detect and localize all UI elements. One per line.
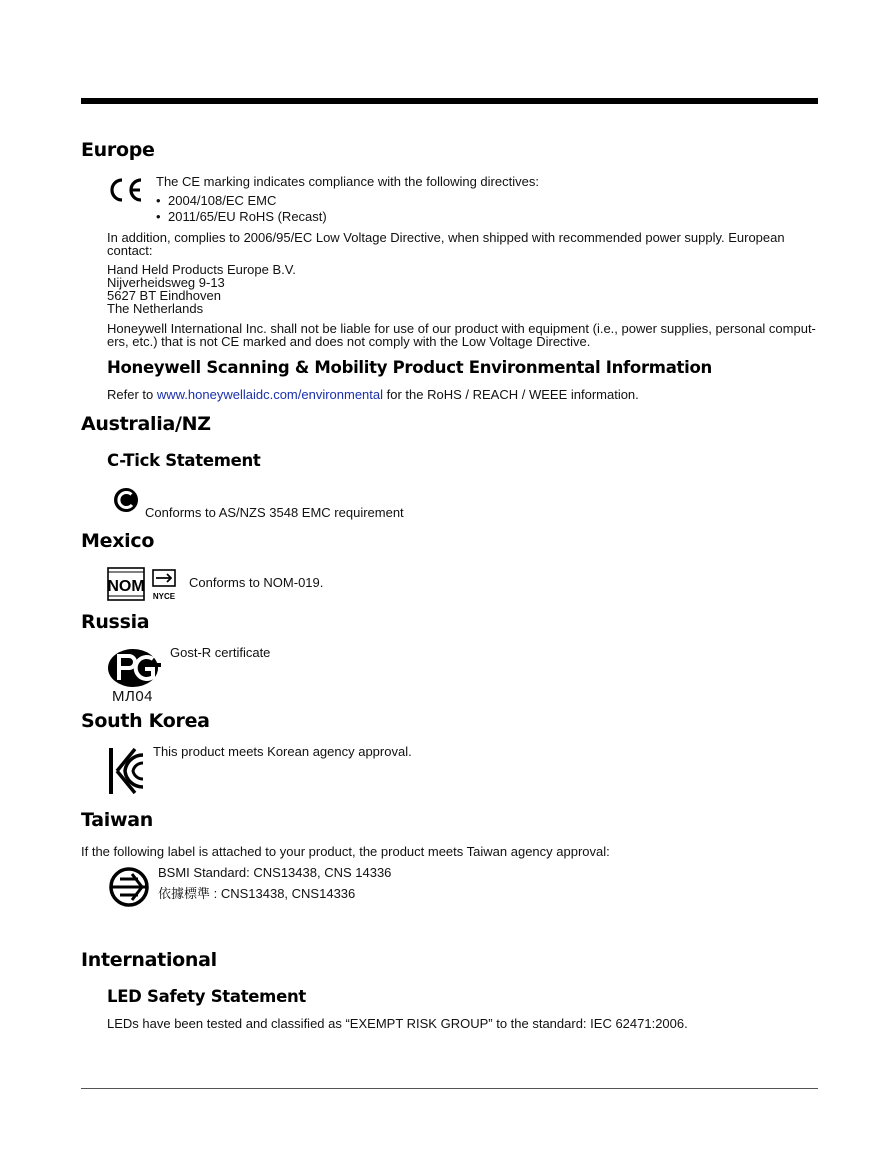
taiwan-intro: If the following label is attached to your product, the product meets Taiwan agency approval: — [81, 844, 610, 859]
top-rule — [81, 98, 818, 104]
heading-south-korea: South Korea — [81, 710, 210, 732]
bsmi-chinese-text: 依據標準 : CNS13438, CNS14336 — [158, 886, 356, 901]
refer-suffix: for the RoHS / REACH / WEEE information. — [383, 387, 639, 402]
heading-led-safety: LED Safety Statement — [107, 987, 307, 1006]
ce-mark-icon — [107, 177, 145, 203]
address-line: Nijverheidsweg 9-13 — [107, 275, 225, 290]
bsmi-text: BSMI Standard: CNS13438, CNS 14336 — [158, 865, 392, 880]
liability-text-line-2: ers, etc.) that is not CE marked and does not comply with the Low Voltage Directive. — [107, 334, 591, 349]
gost-r-icon — [107, 648, 161, 688]
heading-mexico: Mexico — [81, 530, 155, 552]
addition-text: In addition, complies to 2006/95/EC Low Voltage Directive, when shipped with recommended power supply. European contact: — [107, 230, 785, 258]
heading-russia: Russia — [81, 611, 150, 633]
bottom-rule — [81, 1088, 818, 1089]
heading-c-tick: C-Tick Statement — [107, 451, 261, 470]
heading-environmental: Honeywell Scanning & Mobility Product Environmental Information — [107, 358, 712, 377]
kc-mark-icon — [107, 746, 145, 796]
ce-intro-text: The CE marking indicates compliance with the following directives: — [156, 174, 539, 189]
heading-europe: Europe — [81, 139, 155, 161]
nom-text: Conforms to NOM-019. — [189, 575, 324, 590]
directive-item: • 2004/108/EC EMC — [168, 194, 276, 208]
nom-nyce-icon — [107, 567, 179, 601]
nom-logo-text: NOM — [107, 578, 145, 595]
c-tick-icon — [113, 487, 139, 513]
led-safety-text: LEDs have been tested and classified as “EXEMPT RISK GROUP” to the standard: IEC 62471:2006. — [107, 1016, 688, 1031]
liability-text-line-1: Honeywell International Inc. shall not be liable for use of our product with equipment (i.e., power supplies, personal comput- — [107, 321, 816, 336]
environmental-text — [107, 388, 639, 402]
address-block — [107, 263, 296, 315]
directive-item: • 2011/65/EU RoHS (Recast) — [168, 210, 327, 224]
bsmi-icon — [108, 866, 150, 908]
address-line: The Netherlands — [107, 301, 204, 316]
address-line: Hand Held Products Europe B.V. — [107, 262, 296, 277]
gost-r-caption: МЛ04 — [112, 688, 154, 705]
address-line: 5627 BT Eindhoven — [107, 288, 221, 303]
heading-taiwan: Taiwan — [81, 809, 153, 831]
heading-australia: Australia/NZ — [81, 413, 211, 435]
korea-text: This product meets Korean agency approval. — [153, 744, 412, 759]
refer-prefix: Refer to — [107, 387, 157, 402]
heading-international: International — [81, 949, 217, 971]
environmental-link[interactable]: www.honeywellaidc.com/environmental — [156, 387, 384, 402]
c-tick-text: Conforms to AS/NZS 3548 EMC requirement — [145, 505, 404, 520]
gost-r-text: Gost-R certificate — [170, 645, 271, 660]
nyce-logo-text: NYCE — [152, 592, 176, 601]
